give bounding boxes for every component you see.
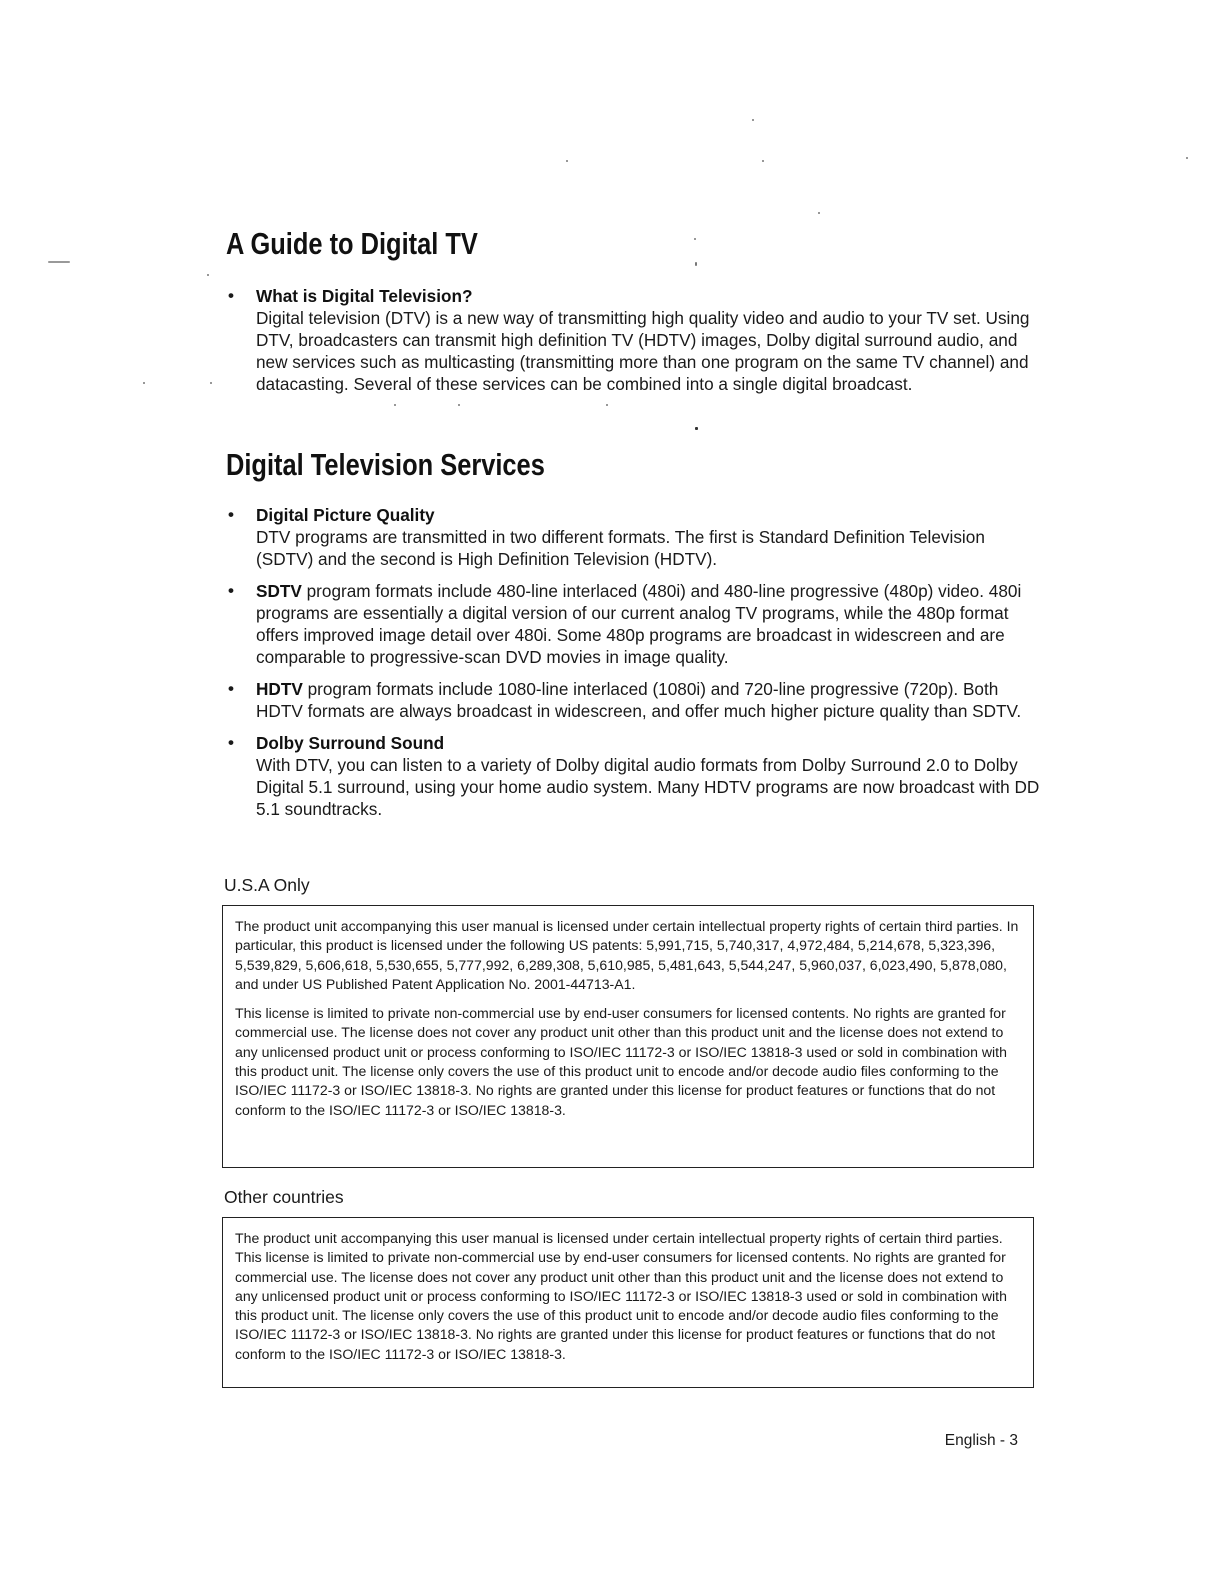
list-item [226,678,1046,722]
scan-speck [695,262,697,266]
scan-speck [458,404,460,406]
license-paragraph: This license is limited to private non-commercial use by end-user consumers for licensed contents. No rights are granted for commercial use. The license does not cover any product unit other than this product unit and the license does not extend to any unlicensed product unit or process conforming to ISO/IEC 11172-3 or ISO/IEC 13818-3 used or sold in combination with this product unit. The license only covers the use of this product unit to encode and/or decode audio files conforming to the ISO/IEC 11172-3 or ISO/IEC 13818-3. No rights are granted under this license for product features or functions that do not conform to the ISO/IEC 11172-3 or ISO/IEC 13818-3. [235,1005,1007,1118]
services-list [226,504,1046,830]
scan-speck [762,160,764,162]
scan-speck [818,212,820,214]
other-countries-label: Other countries [224,1187,344,1207]
item-body: program formats include 480-line interlaced (480i) and 480-line progressive (480p) video. 480i programs are essentially a digital version of our current analog TV programs, while the 480p format offers improved image detail over 480i. Some 480p programs are broadcast in widescreen and are comparable to progressive-scan DVD movies in image quality. [256,581,1022,667]
bullet-dot: • [228,505,234,524]
usa-license-box [222,905,1034,1168]
other-countries-license-box [222,1217,1034,1388]
list-item [226,580,1046,668]
scan-speck [48,261,70,263]
bullet-dot: • [228,286,234,305]
scan-speck [694,238,696,240]
scan-speck [1186,157,1188,159]
scan-speck [752,119,754,121]
list-item [226,504,1046,570]
item-heading: Digital Picture Quality [256,505,435,525]
license-paragraph: The product unit accompanying this user manual is licensed under certain intellectual property rights of certain third parties. In particular, this product is licensed under the following US patents: 5,991,715, 5,740,317, 4,972,484, 5,214,678, 5,323,396, 5,539,829, 5,606,618, 5,530,655, 5,777,992, 6,289,308, 5,610,985, 5,481,643, 5,544,247, 5,960,037, 6,023,490, 5,878,080, and under US Published Patent Application No. 2001-44713-A1. [235,918,1019,992]
bullet-dot: • [228,581,234,600]
item-body: program formats include 1080-line interlaced (1080i) and 720-line progressive (720p). Both HDTV formats are always broadcast in widescreen, and offer much higher picture quality than SDTV. [256,679,1022,721]
bullet-dot: • [228,733,234,752]
license-paragraph: The product unit accompanying this user manual is licensed under certain intellectual property rights of certain third parties. This license is limited to private non-commercial use by end-user consumers for licensed contents. No rights are granted for commercial use. The license does not cover any product unit other than this product unit and the license does not extend to any unlicensed product unit or process conforming to ISO/IEC 11172-3 or ISO/IEC 13818-3 used or sold in combination with this product unit. The license only covers the use of this product unit to encode and/or decode audio files conforming to the ISO/IEC 11172-3 or ISO/IEC 13818-3. No rights are granted under this license for product features or functions that do not conform to the ISO/IEC 11172-3 or ISO/IEC 13818-3. [235,1230,1007,1362]
scan-speck [606,404,608,406]
bullet-dot: • [228,679,234,698]
scan-speck [695,427,698,430]
section-title-guide: A Guide to Digital TV [226,226,478,261]
section-title-services: Digital Television Services [226,447,545,482]
page-number: English - 3 [944,1432,1018,1449]
scan-speck [566,160,568,162]
item-body: Digital television (DTV) is a new way of transmitting high quality video and audio to your TV set. Using DTV, broadcasters can transmit high definition TV (HDTV) images, Dolby digital surround audio, and new services such as multicasting (transmitting more than one program on the same TV channel) and datacasting. Several of these services can be combined into a single digital broadcast. [256,308,1030,394]
item-body: DTV programs are transmitted in two different formats. The first is Standard Definition Television (SDTV) and the second is High Definition Television (HDTV). [256,527,985,569]
item-lead: SDTV [256,581,302,601]
item-heading: What is Digital Television? [256,286,473,306]
scan-speck [143,382,145,384]
list-item [226,732,1046,820]
scan-speck [210,382,212,384]
usa-only-label: U.S.A Only [224,875,310,895]
item-lead: HDTV [256,679,303,699]
guide-list [226,285,1046,395]
list-item [226,285,1046,395]
scan-speck [207,274,209,276]
item-heading: Dolby Surround Sound [256,733,445,753]
scan-speck [394,404,396,406]
item-body: With DTV, you can listen to a variety of Dolby digital audio formats from Dolby Surround 2.0 to Dolby Digital 5.1 surround, using your home audio system. Many HDTV programs are now broadcast with DD 5.1 soundtracks. [256,755,1040,819]
